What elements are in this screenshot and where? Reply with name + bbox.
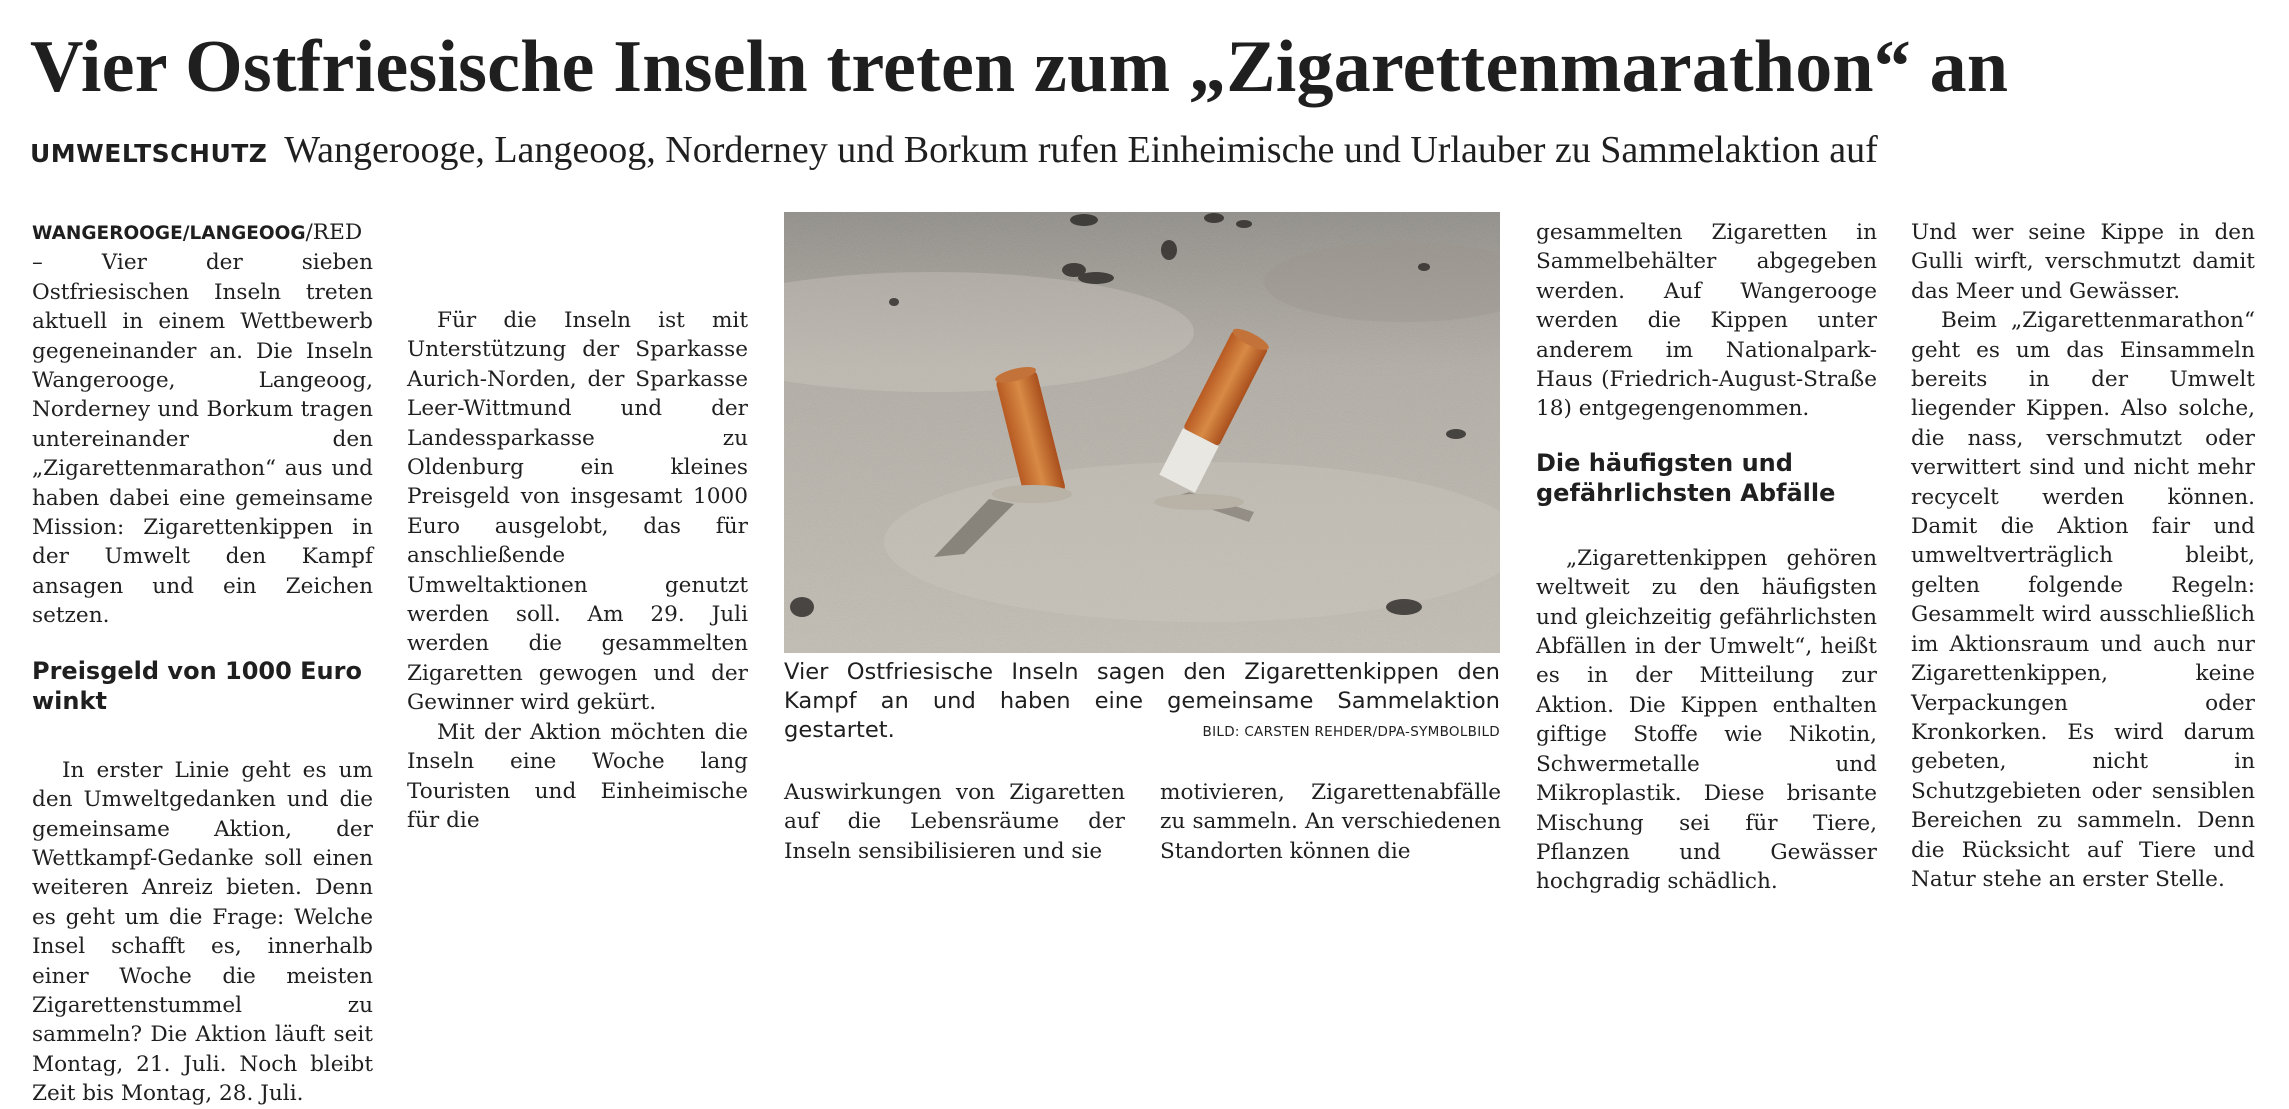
photo-caption: Vier Ostfriesische Inseln sagen den Zigarettenkippen den Kampf an und haben eine gemeinsame Sammelaktion gestartet. xyxy=(784,659,1500,743)
paragraph-4b: Auswirkungen von Zigaretten auf die Lebensräume der Inseln sensibilisieren und sie xyxy=(784,780,1125,864)
column-4 xyxy=(1160,778,1501,866)
dateline-source: /RED – xyxy=(32,220,363,276)
column-6 xyxy=(1911,218,2255,894)
subheading-abfaelle: Die häufigsten und gefährlichsten Abfälle xyxy=(1536,448,1836,507)
paragraph-5: „Zigarettenkippen gehören weltweit zu den häufigsten und gleichzeitig gefährlichsten Abfällen in der Umwelt“, heißt es in der Mitteilung zur Aktion. Die Kippen enthalten giftige Stoffe wie Nikotin, Schwermetalle und Mikroplastik. Diese brisante Mischung sei für Tiere, Pflanzen und Gewässer hochgradig schädlich. xyxy=(1536,545,1877,895)
subheadline-text: Wangerooge, Langeoog, Norderney und Borkum rufen Einheimische und Urlauber zu Sammelaktion auf xyxy=(284,129,1878,171)
paragraph-4c: motivieren, Zigarettenabfälle zu sammeln. An verschiedenen Standorten können die xyxy=(1160,780,1501,864)
column-1 xyxy=(32,218,373,1109)
paragraph-2: In erster Linie geht es um den Umweltgedanken und die gemeinsame Aktion, der Wettkampf-Gedanke soll einen weiteren Anreiz bieten. Denn es geht um die Frage: Welche Insel schafft es, innerhalb einer Woche die meisten Zigarettenstummel zu sammeln? Die Aktion läuft seit Montag, 21. Juli. Noch bleibt Zeit bis Montag, 28. Juli. xyxy=(32,757,373,1107)
subheading-preisgeld: Preisgeld von 1000 Euro winkt xyxy=(32,656,362,715)
column-5 xyxy=(1536,218,1877,897)
lead-paragraph xyxy=(32,218,373,631)
column-3 xyxy=(784,778,1125,866)
photo-credit: BILD: CARSTEN REHDER/DPA-SYMBOLBILD xyxy=(1202,724,1500,740)
paragraph-4a: Mit der Aktion möchten die Inseln eine Woche lang Touristen und Einheimische für die xyxy=(407,719,748,833)
paragraph-1: Vier der sieben Ostfriesischen Inseln treten aktuell in einem Wettbewerb gegeneinander an. Die Inseln Wangerooge, Langeoog, Norderney und Borkum tragen untereinander den „Zigarettenmarathon“ aus und haben dabei eine gemeinsame Mission: Zigarettenkippen in der Umwelt den Kampf ansagen und ein Zeichen setzen. xyxy=(32,250,373,629)
paragraph-7: Beim „Zigarettenmarathon“ geht es um das Einsammeln bereits in der Umwelt liegender Kippen. Also solche, die nass, verschmutzt oder verwittert sind und nicht mehr recycelt werden können. Damit die Aktion fair und umweltverträglich bleibt, gelten folgende Regeln: Gesammelt wird ausschließlich im Aktionsraum und auch nur Zigarettenkippen, keine Verpackungen oder Kronkorken. Es wird darum gebeten, nicht in Schutzgebieten oder sensiblen Bereichen zu sammeln. Denn die Rücksicht auf Tiere und Natur stehe an erster Stelle. xyxy=(1911,308,2255,892)
column-2 xyxy=(407,218,748,835)
dateline: WANGEROOGE/LANGEOOG xyxy=(32,223,306,244)
article-photo xyxy=(784,212,1500,653)
section-kicker: UMWELTSCHUTZ xyxy=(30,139,268,168)
paragraph-3: Für die Inseln ist mit Unterstützung der Sparkasse Aurich-Norden, der Sparkasse Leer-Wittmund und der Landessparkasse zu Oldenburg ein kleines Preisgeld von insgesamt 1000 Euro ausgelobt, das für anschließende Umweltaktionen genutzt werden soll. Am 29. Juli werden die gesammelten Zigaretten gewogen und der Gewinner wird gekürt. xyxy=(407,308,748,716)
subheadline xyxy=(30,124,2270,180)
paragraph-6: Und wer seine Kippe in den Gulli wirft, verschmutzt damit das Meer und Gewässer. xyxy=(1911,220,2255,304)
paragraph-4d: gesammelten Zigaretten in Sammelbehälter abgegeben werden. Auf Wangerooge werden die Kippen unter anderem im Nationalpark-Haus (Friedrich-August-Straße 18) entgegengenommen. xyxy=(1536,220,1877,422)
headline: Vier Ostfriesische Inseln treten zum „Zigarettenmarathon“ an xyxy=(30,26,2009,108)
sand-cigarettes-image xyxy=(784,212,1500,653)
